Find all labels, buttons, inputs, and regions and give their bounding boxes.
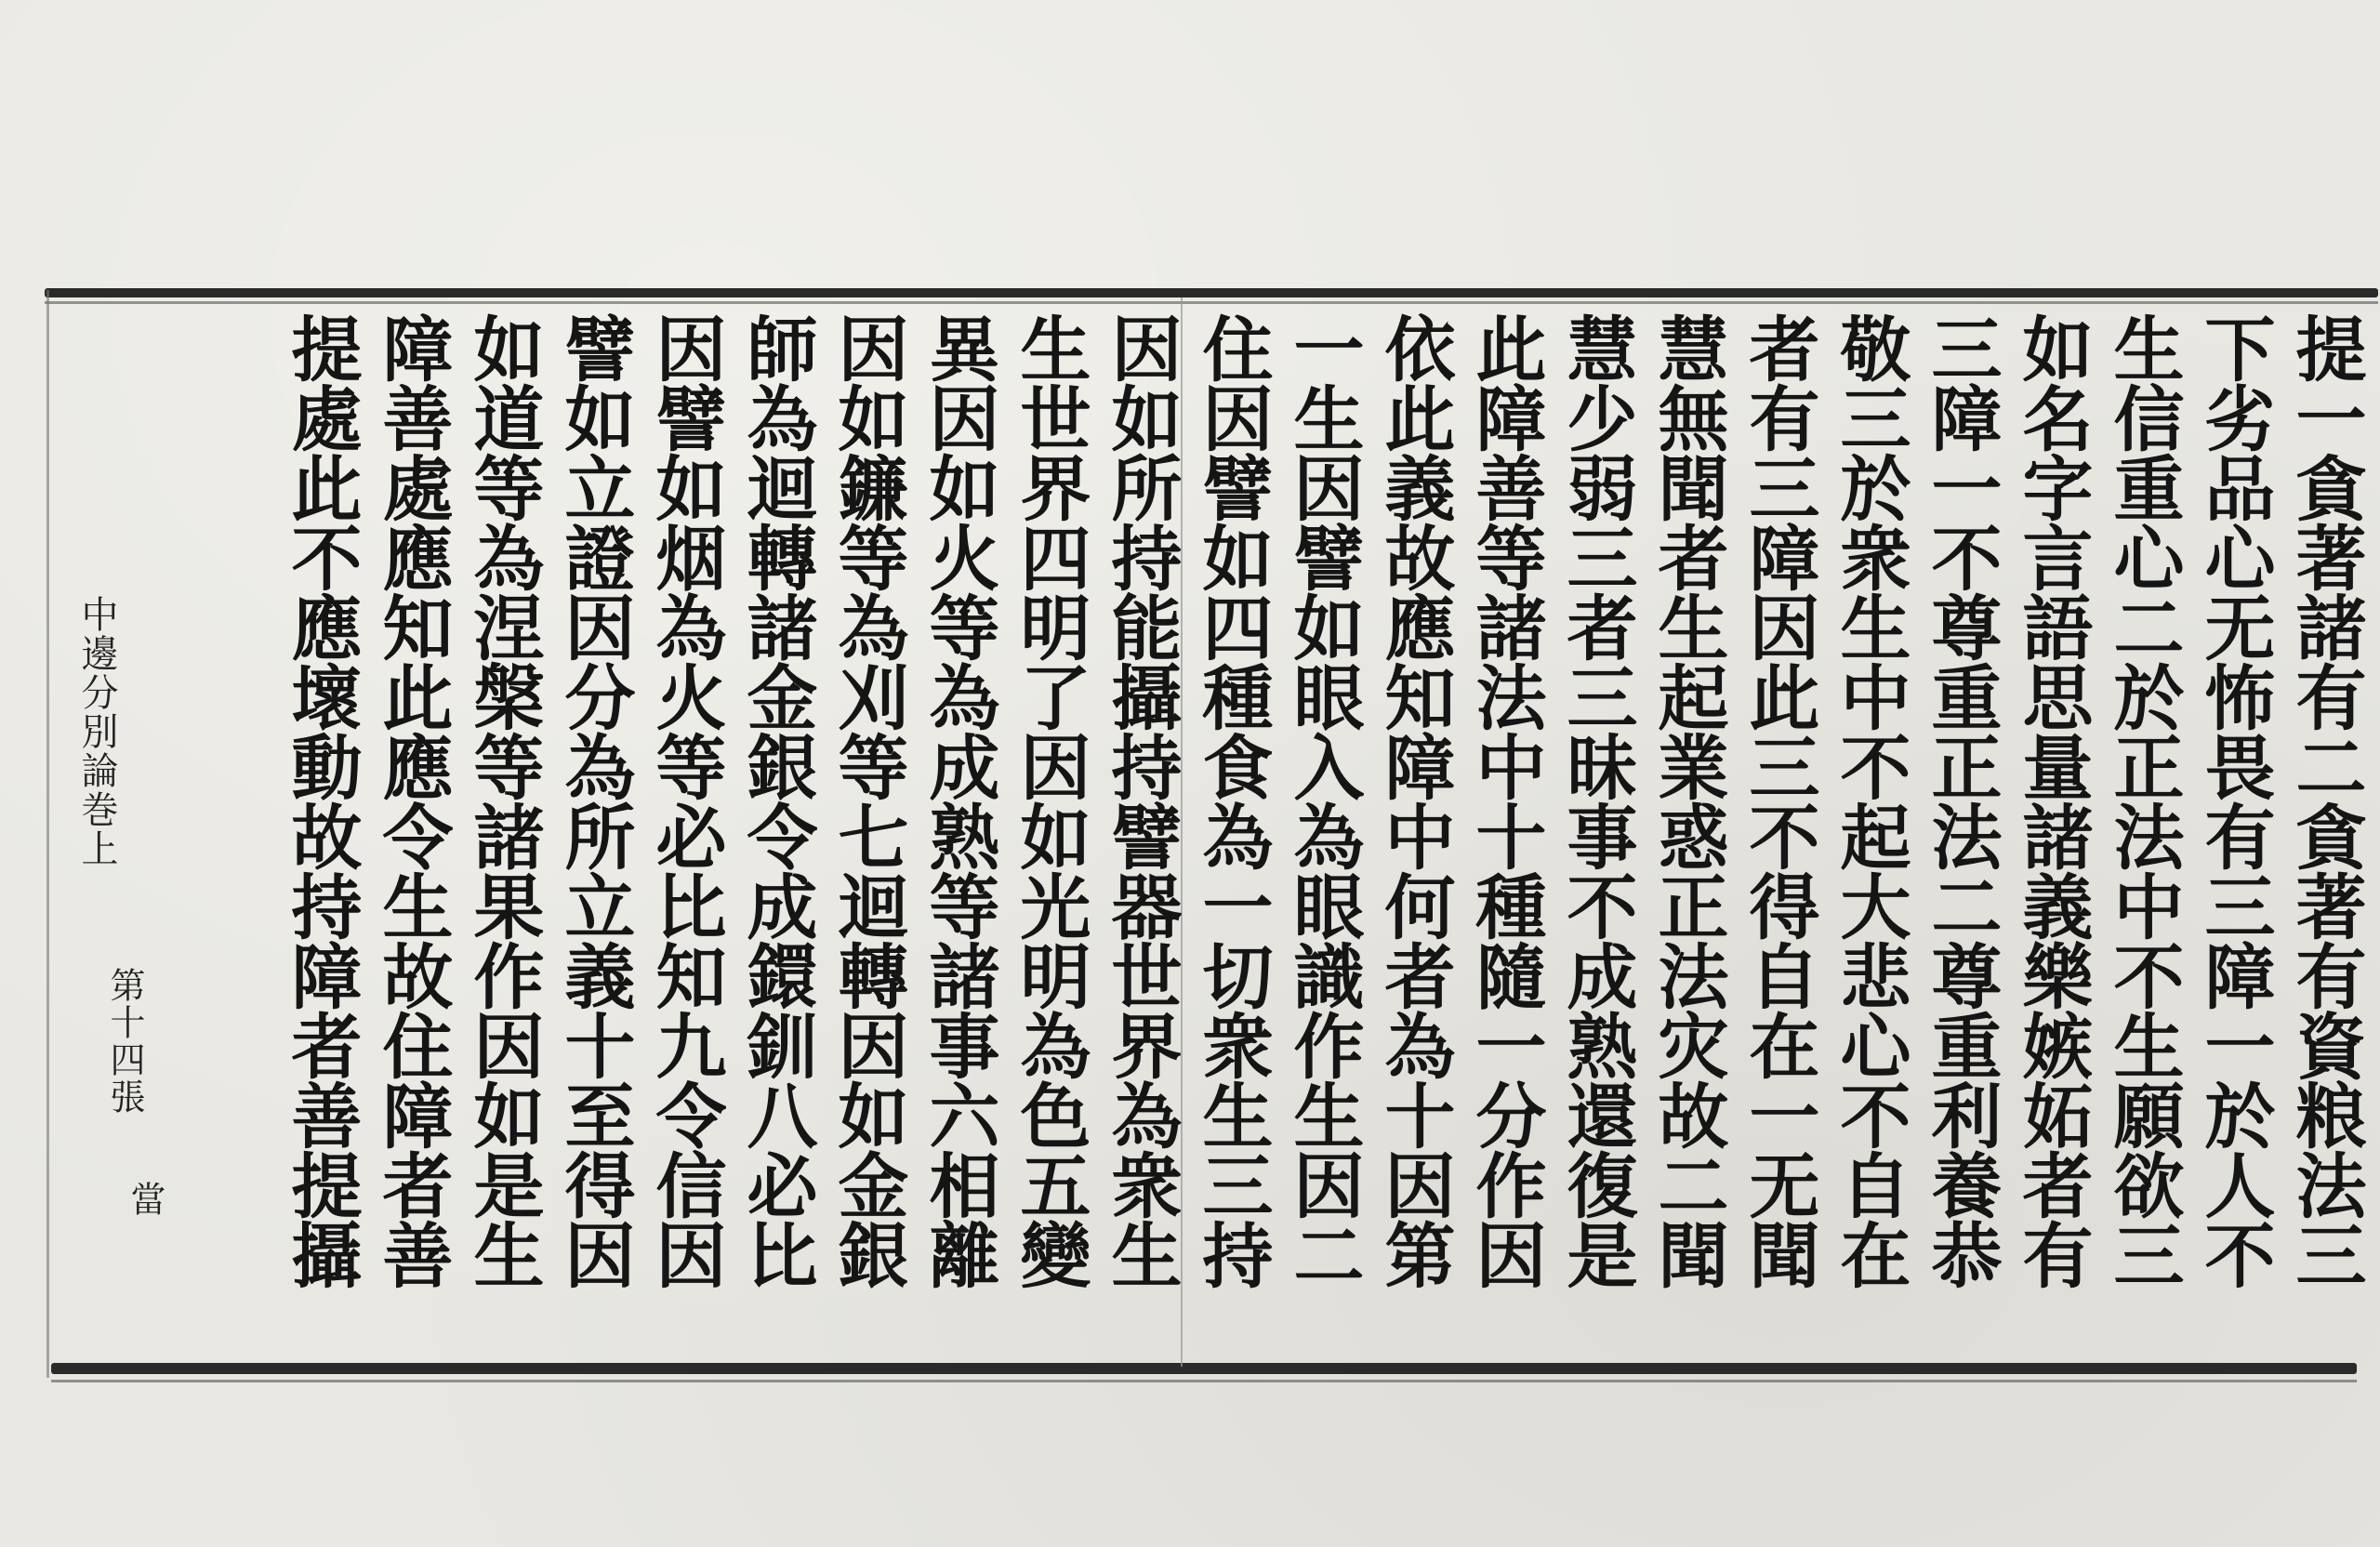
text-column: 如名字言語思量諸義樂嫉妬者有 [2011,312,2094,1289]
text-column: 下劣品心无怖畏有三障一於人不 [2193,312,2276,1289]
text-column: 提一貪著諸有二貪著有資粮法三 [2284,312,2367,1289]
text-column: 生世界四明了因如光明為色五變 [1009,312,1091,1289]
text-column: 因如所持能攝持譬器世界為衆生 [1100,312,1183,1289]
text-column: 障善處應知此應令生故住障者善 [371,312,454,1289]
top-border-rule-inner [45,301,2378,304]
margin-mark: 當 [125,1181,165,1216]
text-column: 者有三障因此三不得自在一无聞 [1738,312,1820,1289]
bottom-border-rule-inner [51,1380,2357,1382]
text-column: 因譬如烟為火等必比知九令信因 [644,312,727,1289]
text-column: 敬三於衆生中不起大悲心不自在 [1829,312,1911,1289]
text-column: 異因如火等為成熟等諸事六相離 [918,312,1000,1289]
text-column: 依此義故應知障中何者為十因第 [1373,312,1456,1289]
left-border-rule [46,290,49,1378]
text-column: 三障一不尊重正法二尊重利養恭 [1920,312,2003,1289]
text-column: 慧少弱三者三昧事不成熟還復是 [1555,312,1638,1289]
top-border-rule [45,288,2378,298]
text-columns [275,312,2371,1354]
text-column: 提處此不應壞動故持障者善提攝 [280,312,363,1289]
text-column: 住因譬如四種食為一切衆生三持 [1191,312,1274,1289]
text-column: 師為迴轉諸金銀令成鐶釧八必比 [735,312,818,1289]
bottom-border-rule [51,1363,2357,1374]
text-column: 如道等為涅槃等諸果作因如是生 [462,312,545,1289]
text-column: 此障善等諸法中十種隨一分作因 [1464,312,1547,1289]
text-column: 譬如立證因分為所立義十至得因 [553,312,636,1289]
text-column: 一生因譬如眼入為眼識作生因二 [1282,312,1365,1289]
margin-leaf-number: 第十四張 [104,967,145,1116]
text-column: 因如鐮等為刈等七迴轉因如金銀 [826,312,909,1289]
margin-book-title: 中邊分別論巻上 [75,595,118,868]
text-column: 慧無聞者生起業惑正法灾故二聞 [1646,312,1729,1289]
text-column: 生信重心二於正法中不生願欲三 [2102,312,2185,1289]
